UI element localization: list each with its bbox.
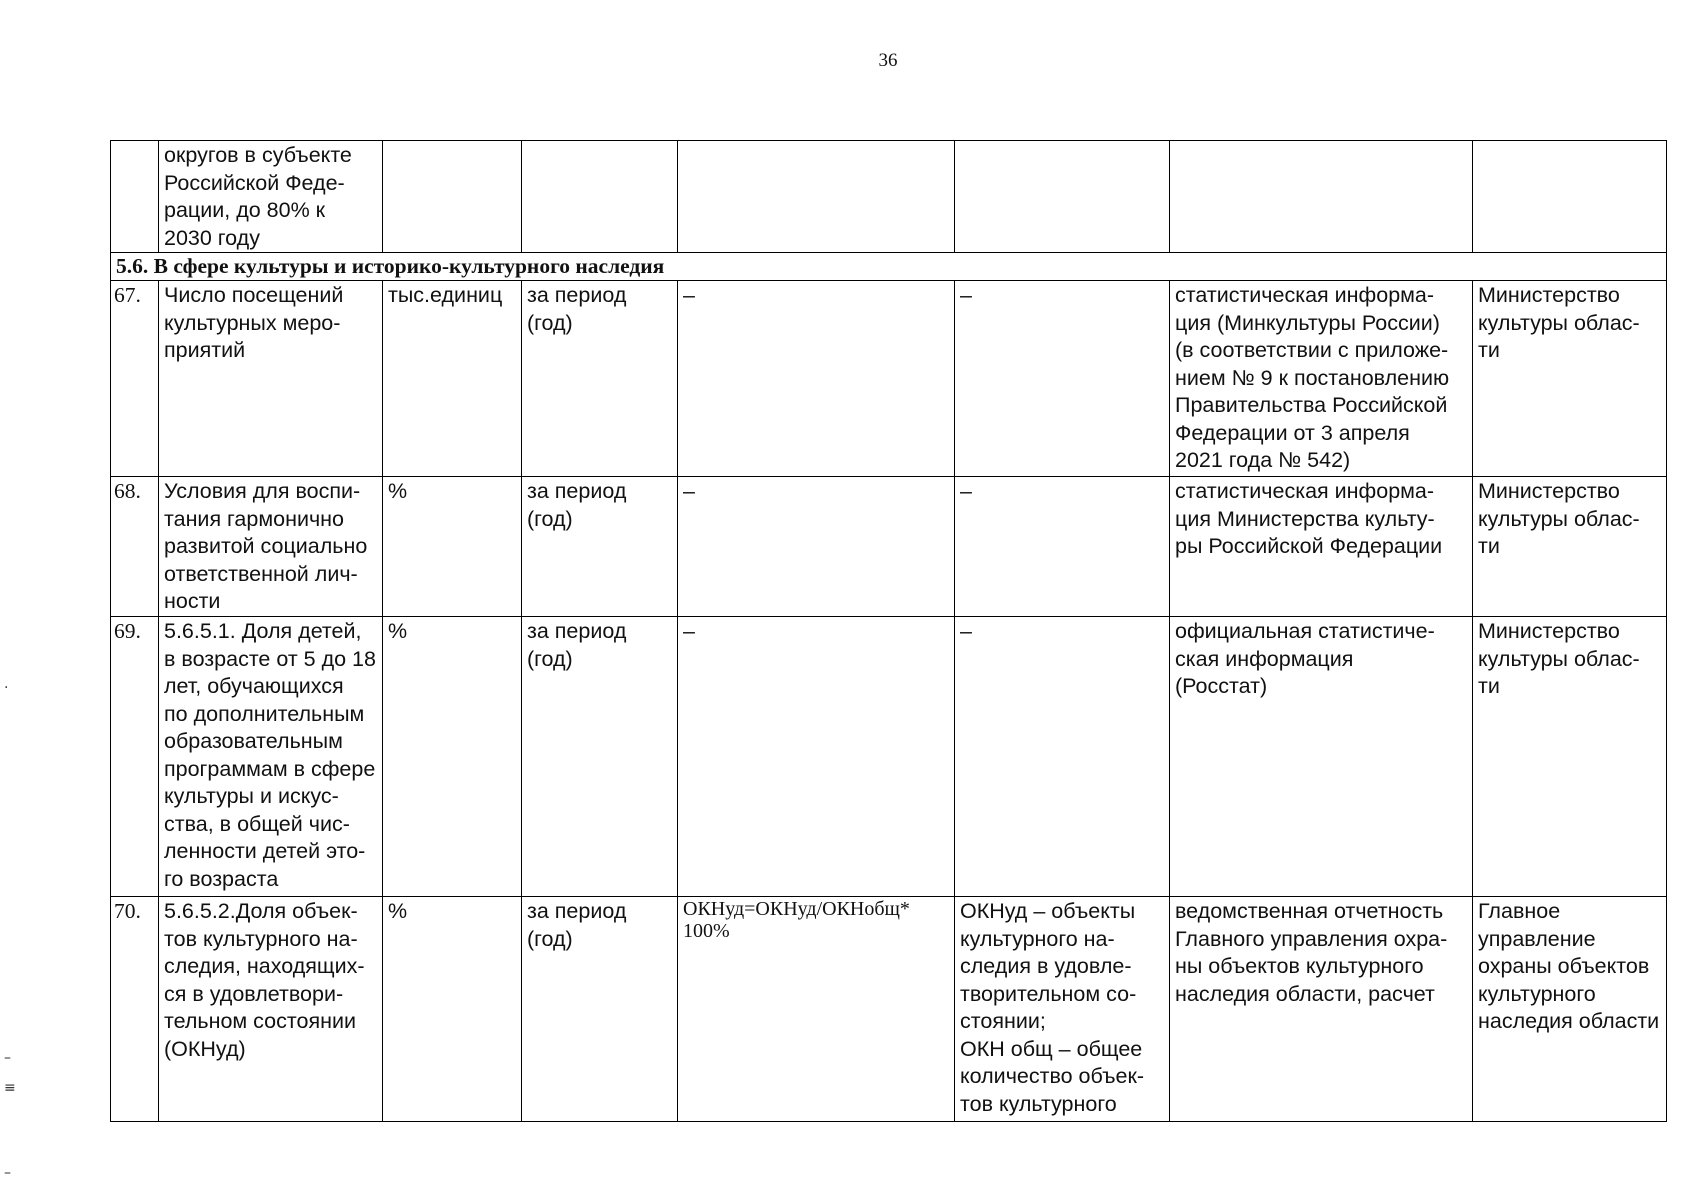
cell-formula: ОКНуд=ОКНуд/ОКНобщ* 100% <box>678 897 955 1122</box>
table-row <box>111 281 1667 477</box>
cell-unit: % <box>383 897 522 1122</box>
cell-explanation: ОКНуд – объекты культурного на- следия в удовле- творительном со- стоянии; ОКН общ – общее количество объек- тов культурного <box>955 897 1170 1122</box>
cell-formula <box>678 141 955 253</box>
cell-responsible: Министерство культуры облас- ти <box>1473 281 1667 477</box>
section-header-row <box>111 253 1667 281</box>
cell-unit <box>383 141 522 253</box>
table-row <box>111 617 1667 897</box>
cell-indicator-name: округов в субъекте Российской Феде- рации, до 80% к 2030 году <box>159 141 383 253</box>
cell-explanation: – <box>955 281 1170 477</box>
cell-explanation <box>955 141 1170 253</box>
cell-unit: % <box>383 617 522 897</box>
cell-formula: – <box>678 281 955 477</box>
cell-responsible <box>1473 141 1667 253</box>
cell-period: за период (год) <box>522 477 678 617</box>
cell-indicator-name: Условия для воспи- тания гармонично развитой социально ответственной лич- ности <box>159 477 383 617</box>
cell-source: ведомственная отчетность Главного управления охра- ны объектов культурного наследия области, расчет <box>1170 897 1473 1122</box>
cell-num: 67. <box>111 281 159 477</box>
scan-mark: – <box>4 1050 11 1066</box>
cell-source <box>1170 141 1473 253</box>
scan-mark: – <box>4 1165 11 1181</box>
cell-period: за период (год) <box>522 281 678 477</box>
cell-num: 70. <box>111 897 159 1122</box>
cell-num: 69. <box>111 617 159 897</box>
cell-indicator-name: Число посещений культурных меро- приятий <box>159 281 383 477</box>
cell-explanation: – <box>955 477 1170 617</box>
cell-formula: – <box>678 477 955 617</box>
scan-mark: · <box>4 680 9 696</box>
cell-responsible: Министерство культуры облас- ти <box>1473 617 1667 897</box>
cell-unit: тыс.единиц <box>383 281 522 477</box>
cell-period: за период (год) <box>522 617 678 897</box>
page-number: 36 <box>878 50 898 71</box>
scan-mark: ≡ <box>4 1080 16 1096</box>
cell-indicator-name: 5.6.5.1. Доля детей, в возрасте от 5 до 18 лет, обучающихся по дополнительным образовательным программам в сфере культуры и искус- ства, в общей чис- ленности детей это- го возраста <box>159 617 383 897</box>
cell-source: официальная статистиче- ская информация (Росстат) <box>1170 617 1473 897</box>
cell-responsible: Министерство культуры облас- ти <box>1473 477 1667 617</box>
cell-source: статистическая информа- ция Министерства культу- ры Российской Федерации <box>1170 477 1473 617</box>
cell-num: 68. <box>111 477 159 617</box>
cell-explanation: – <box>955 617 1170 897</box>
cell-period <box>522 141 678 253</box>
cell-indicator-name: 5.6.5.2.Доля объек- тов культурного на- следия, находящих- ся в удовлетвори- тельном состоянии (ОКНуд) <box>159 897 383 1122</box>
section-title: 5.6. В сфере культуры и историко-культурного наследия <box>111 253 1667 281</box>
cell-num <box>111 141 159 253</box>
cell-source: статистическая информа- ция (Минкультуры России) (в соответствии с приложе- нием № 9 к постановлению Правительства Российской Федерации от 3 апреля 2021 года № 542) <box>1170 281 1473 477</box>
table-row-continued <box>111 141 1667 253</box>
cell-formula: – <box>678 617 955 897</box>
cell-period: за период (год) <box>522 897 678 1122</box>
table-row <box>111 477 1667 617</box>
indicators-table <box>110 140 1667 1122</box>
table-row <box>111 897 1667 1122</box>
cell-unit: % <box>383 477 522 617</box>
cell-responsible: Главное управление охраны объектов культурного наследия области <box>1473 897 1667 1122</box>
